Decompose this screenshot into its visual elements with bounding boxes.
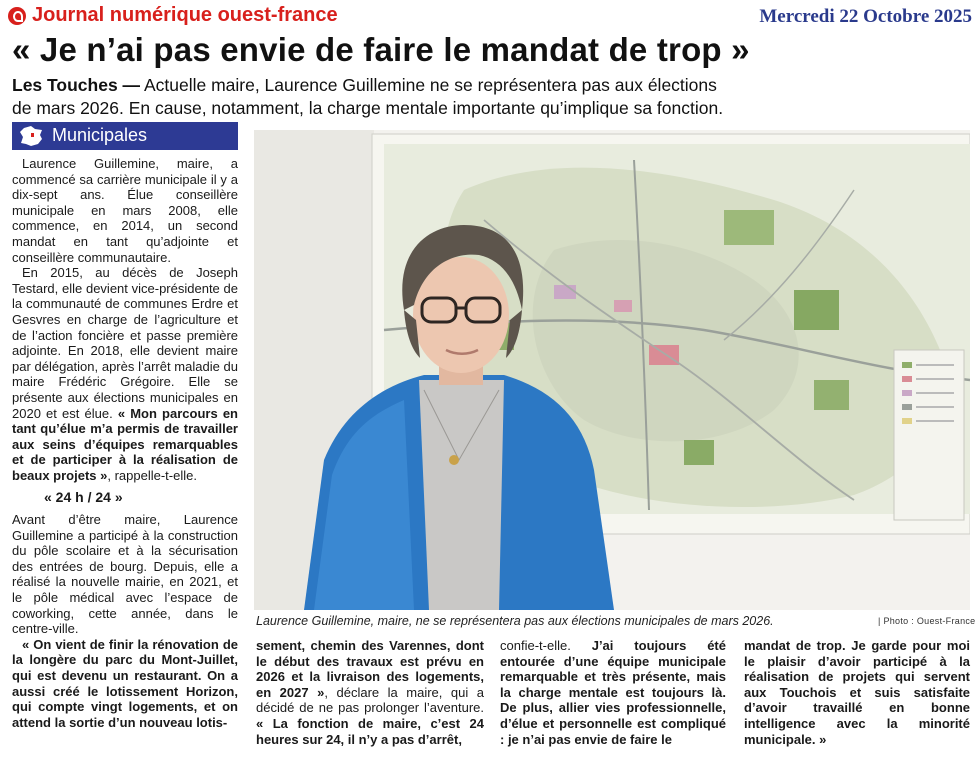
lead-paragraph	[12, 74, 802, 120]
france-map-icon	[18, 125, 46, 147]
rubric-banner	[12, 122, 238, 150]
article-column-4	[744, 638, 970, 747]
paragraph-text: confie-t-elle.	[500, 638, 592, 653]
quote: sement, chemin des Varennes, dont le début des travaux est prévu en 2026 et la livraison des logements, en 2027 »	[256, 638, 484, 700]
article-column-3	[500, 638, 726, 747]
article-column-2	[256, 638, 484, 747]
paragraph	[500, 638, 726, 747]
quote: « Mon parcours en tant qu’élue m’a permis de travailler aux seins d’équipes remarquables et de participer à la réalisation de beaux projets »	[12, 405, 238, 483]
article-photo	[254, 130, 970, 610]
photo-caption: Laurence Guillemine, maire, ne se représentera pas aux élections municipales de mars 2026.	[256, 614, 774, 628]
photo-credit: | Photo : Ouest-France	[878, 616, 976, 626]
paragraph: Laurence Guillemine, maire, a commencé sa carrière municipale il y a dix-sept ans. Élue conseillère municipale en mars 2008, elle commence, en 2014, un second mandat en tant qu’adjointe et conseillère communautaire.	[12, 156, 238, 265]
quote: « On vient de finir la rénovation de la longère du parc du Mont-Juillet, qui est devenu un restaurant. On a aussi créé le lotissement Horizon, qui compte vingt logements, et on attend la sortie d’un nouveau lotis-	[12, 636, 238, 730]
rubric-label: Municipales	[52, 125, 148, 145]
lead-place: Les Touches —	[12, 75, 141, 95]
lead-text-line1: Actuelle maire, Laurence Guillemine ne se représentera pas aux élections	[140, 75, 717, 95]
quote: J’ai toujours été entourée d’une équipe municipale remarquable et très présente, mais la charge mentale est toujours là. De plus, allier vies professionnelle, d’élue et personnelle est compliqué : je n’ai pas envie de faire le	[500, 638, 726, 747]
paragraph	[744, 638, 970, 747]
paragraph-text: , déclare la maire, qui a décidé de ne pas prolonger l’aventure.	[256, 684, 485, 716]
lead-text-line2: de mars 2026. En cause, notamment, la charge mentale importante qu’implique sa fonction.	[12, 98, 724, 118]
paragraph: Avant d’être maire, Laurence Guillemine a participé à la construction du pôle scolaire et à la sécurisation des entrées de bourg. Depuis, elle a réalisé la nouvelle mairie, en 2021, et le pôle médical avec l’espace de coworking, cette année, dans le centre-ville.	[12, 512, 238, 637]
paragraph-text: En 2015, au décès de Joseph Testard, elle devient vice-présidente de la communauté de communes Erdre et Gesvres en charge de l’agriculture et de l’action foncière et passe première adjointe. En 2018, elle devient maire par délégation, après l’arrêt maladie du maire Frédéric Grégoire. Elle se présente aux élections municipales en 2020 et est élue.	[12, 265, 238, 421]
publication-date: Mercredi 22 Octobre 2025	[759, 6, 972, 27]
paragraph	[12, 265, 238, 483]
subheading: « 24 h / 24 »	[44, 489, 123, 506]
masthead	[8, 4, 972, 28]
ouest-france-logo-icon	[8, 7, 26, 25]
quote: mandat de trop. Je garde pour moi le plaisir d’avoir participé à la réalisation de projets qui servent aux Touchois et suis satisfaite d’avoir travaillé en bonne intelligence avec la minorité municipale. »	[744, 638, 970, 747]
paragraph-text: , rappelle-t-elle.	[107, 467, 197, 483]
mayor-portrait-with-town-plan-image	[254, 130, 970, 610]
paragraph	[12, 637, 238, 731]
article-column-1	[12, 156, 238, 730]
headline: « Je n’ai pas envie de faire le mandat de trop »	[12, 31, 750, 68]
paragraph	[256, 638, 484, 747]
quote: « La fonction de maire, c’est 24 heures sur 24, il n’y a pas d’arrêt,	[256, 715, 484, 747]
journal-title: Journal numérique ouest-france	[32, 4, 338, 26]
